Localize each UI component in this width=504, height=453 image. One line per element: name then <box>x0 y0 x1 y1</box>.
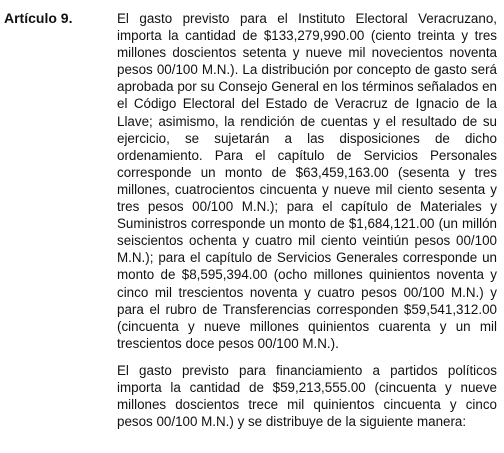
article-paragraph-1: El gasto previsto para el Instituto Electoral Veracruzano, importa la cantidad de $133,279,990.00 (ciento treinta y tres millones doscientos setenta y nueve mil novecientos noventa pesos 00/100 M.N.). La distribución por concepto de gasto será aprobada por su Consejo General en los términos señalados en el Código Electoral del Estado de Veracruz de Ignacio de la Llave; asimismo, la rendición de cuentas y el resultado de su ejercicio, se sujetarán a las disposiciones de dicho ordenamiento. Para el capítulo de Servicios Personales corresponde un monto de $63,459,163.00 (sesenta y tres millones, cuatrocientos cincuenta y nueve mil ciento sesenta y tres pesos 00/100 M.N.); para el capítulo de Materiales y Suministros corresponde un monto de $1,684,121.00 (un millón seiscientos ochenta y cuatro mil ciento veintiún pesos 00/100 M.N.); para el capítulo de Servicios Generales corresponde un monto de $8,595,394.00 (ocho millones quinientos noventa y cinco mil trescientos noventa y cuatro pesos 00/100 M.N.) y para el rubro de Transferencias corresponden $59,541,312.00 (cincuenta y nueve millones quinientos cuarenta y un mil trescientos doce pesos 00/100 M.N.). <box>117 11 497 351</box>
article-body <box>117 10 497 430</box>
article-label: Artículo 9. <box>4 10 73 26</box>
article-paragraph-2: El gasto previsto para financiamiento a partidos políticos importa la cantidad de $59,213,555.00 (cincuenta y nueve millones doscientos trece mil quinientos cincuenta y cinco pesos 00/100 M.N.) y se distribuye de la siguiente manera: <box>117 362 497 430</box>
